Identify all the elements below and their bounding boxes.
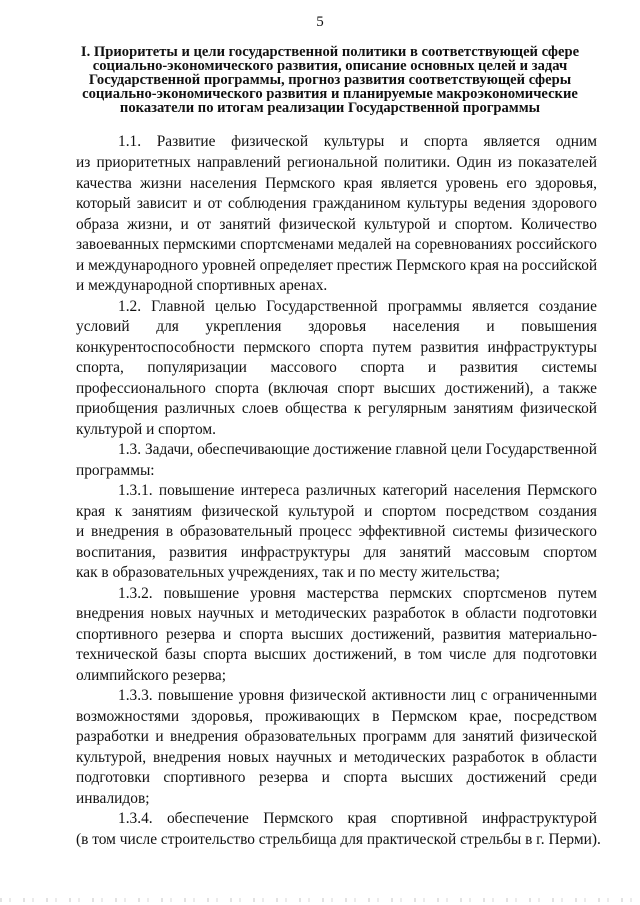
paragraph-line: программы: — [76, 462, 155, 479]
paragraph-line: и внедрения в образовательный процесс эффективной системы физического — [76, 523, 597, 540]
paragraph-line: условий для укрепления здоровья населения и повышения — [76, 318, 597, 335]
scan-artifact-strip — [0, 898, 640, 902]
paragraph-line: и международного уровней определяет престиж Пермского края на российской — [76, 257, 598, 274]
paragraph-line: инвалидов; — [76, 790, 150, 807]
paragraph-line: профессионального спорта (включая спорт высших достижений), а также — [76, 380, 597, 397]
paragraph-line: технической базы спорта высших достижений, в том числе для подготовки — [76, 646, 597, 663]
paragraph-line: культурой, внедрения новых научных и методических разработок в области — [76, 749, 597, 766]
paragraph-line: приобщения различных слоев общества к регулярным занятиям физической — [76, 400, 597, 417]
paragraph-line: 1.3.4. обеспечение Пермского края спортивной инфраструктурой — [118, 810, 597, 827]
paragraph-line: возможностями здоровья, проживающих в Пермском крае, посредством — [76, 708, 597, 725]
paragraph-line: как в образовательных учреждениях, так и по месту жительства; — [76, 564, 500, 581]
paragraph-line: который зависит и от соблюдения гражданином культуры ведения здорового — [76, 195, 597, 212]
heading-line: показатели по итогам реализации Государственной программы — [119, 100, 541, 116]
paragraph-line: качества жизни населения Пермского края является уровень его здоровья, — [76, 175, 597, 192]
paragraph-line: конкурентоспособности пермского спорта путем развития инфраструктуры — [76, 339, 597, 356]
paragraph-line: 1.1. Развитие физической культуры и спорта является одним — [118, 133, 597, 150]
paragraph-line: внедрения новых научных и методических разработок в области подготовки — [76, 605, 597, 622]
heading-line: социально-экономического развития и планируемые макроэкономические — [82, 86, 578, 102]
paragraph-line: края к занятиям физической культурой и спортом посредством создания — [76, 503, 597, 520]
paragraph-line: 1.2. Главной целью Государственной программы является создание — [118, 298, 597, 315]
paragraph-line: спортивного резерва и спорта высших достижений, развития материально- — [76, 626, 597, 643]
paragraph-line: из приоритетных направлений региональной политики. Один из показателей — [76, 154, 597, 171]
paragraph-line: (в том числе строительство стрельбища для практической стрельбы в г. Перми). — [76, 831, 601, 848]
paragraph-line: 1.3.3. повышение уровня физической активности лиц с ограниченными — [118, 687, 597, 704]
paragraph-line: образа жизни, и от занятий физической культурой и спортом. Количество — [76, 216, 597, 233]
heading-line: социально-экономического развития, описание основных целей и задач — [92, 58, 568, 74]
paragraph-line: культурой и спортом. — [76, 421, 216, 438]
page-number: 5 — [316, 14, 324, 30]
paragraph-line: подготовки спортивного резерва и спорта высших достижений среди — [76, 769, 597, 786]
heading-line: Государственной программы, прогноз развития соответствующей сферы — [88, 72, 572, 88]
paragraph-line: разработки и внедрения образовательных программ для занятий физической — [76, 728, 597, 745]
paragraph-line: 1.3.1. повышение интереса различных категорий населения Пермского — [118, 482, 597, 499]
paragraph-line: и международной спортивных аренах. — [76, 277, 328, 294]
paragraph-line: завоеванных пермскими спортсменами медалей на соревнованиях российского — [76, 236, 597, 253]
heading-line: I. Приоритеты и цели государственной политики в соответствующей сфере — [80, 44, 580, 60]
paragraph-line: олимпийского резерва; — [76, 667, 227, 684]
paragraph-line: 1.3. Задачи, обеспечивающие достижение главной цели Государственной — [118, 441, 597, 458]
paragraph-line: 1.3.2. повышение уровня мастерства пермских спортсменов путем — [118, 585, 597, 602]
paragraph-line: воспитания, развития инфраструктуры для занятий массовым спортом — [76, 544, 597, 561]
paragraph-line: спорта, популяризации массового спорта и развития системы — [76, 359, 597, 376]
